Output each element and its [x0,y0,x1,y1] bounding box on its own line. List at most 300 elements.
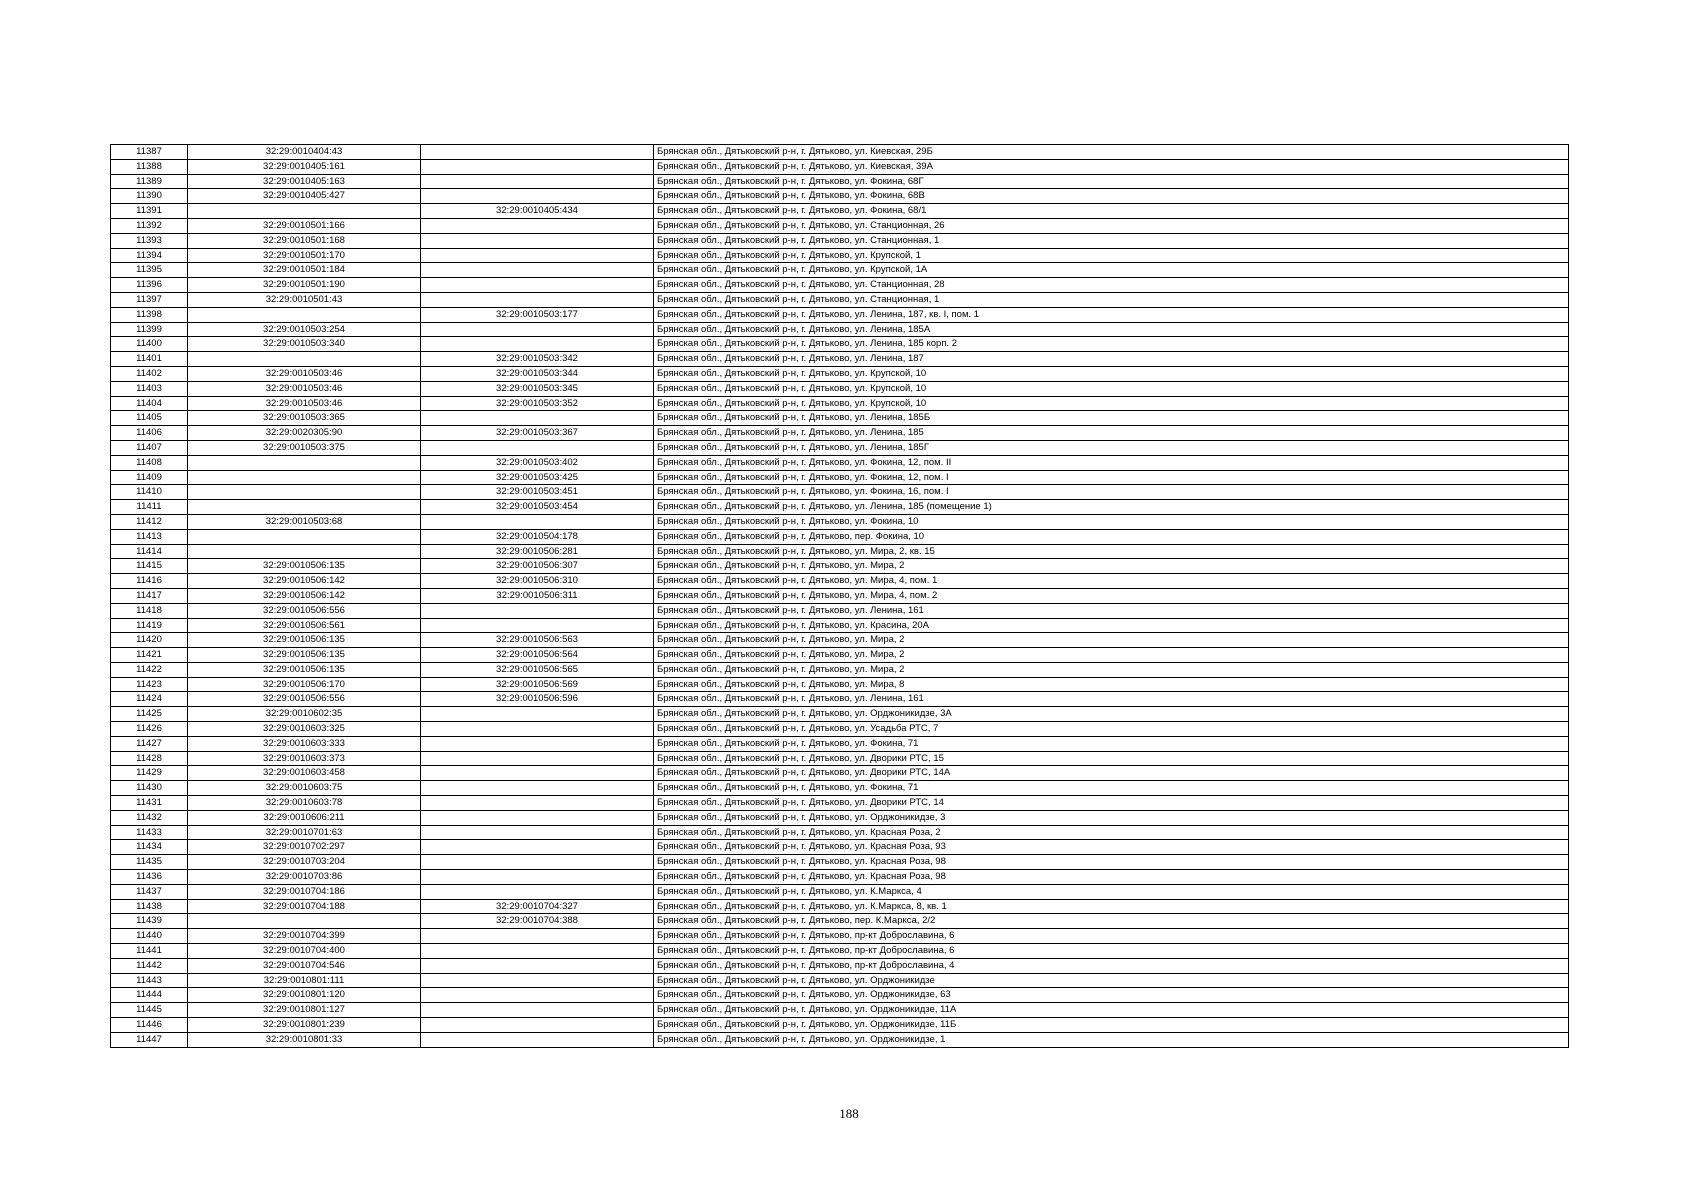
address-cell: Брянская обл., Дятьковский р-н, г. Дятьково, ул. Орджоникидзе, 63 [654,988,1569,1003]
land-cadastral-number-cell: 32:29:0010506:556 [188,692,421,707]
address-cell: Брянская обл., Дятьковский р-н, г. Дятьково, ул. Ленина, 161 [654,692,1569,707]
land-cadastral-number-cell: 32:29:0010703:204 [188,855,421,870]
land-cadastral-number-cell: 32:29:0010603:458 [188,766,421,781]
building-cadastral-number-cell [421,796,654,811]
address-cell: Брянская обл., Дятьковский р-н, г. Дятьково, ул. Дворики РТС, 14 [654,796,1569,811]
row-number-cell: 11443 [111,973,188,988]
row-number-cell: 11415 [111,559,188,574]
table-row [111,352,1569,367]
building-cadastral-number-cell [421,322,654,337]
registry-table-body [111,145,1569,1048]
address-cell: Брянская обл., Дятьковский р-н, г. Дятьково, ул. Мира, 2 [654,633,1569,648]
building-cadastral-number-cell [421,722,654,737]
row-number-cell: 11438 [111,899,188,914]
address-cell: Брянская обл., Дятьковский р-н, г. Дятьково, ул. Киевская, 39А [654,159,1569,174]
row-number-cell: 11422 [111,662,188,677]
row-number-cell: 11400 [111,337,188,352]
row-number-cell: 11435 [111,855,188,870]
table-row [111,914,1569,929]
address-cell: Брянская обл., Дятьковский р-н, г. Дятьково, ул. Мира, 2 [654,648,1569,663]
land-cadastral-number-cell: 32:29:0010503:254 [188,322,421,337]
row-number-cell: 11394 [111,248,188,263]
land-cadastral-number-cell: 32:29:0010603:373 [188,751,421,766]
building-cadastral-number-cell [421,189,654,204]
address-cell: Брянская обл., Дятьковский р-н, г. Дятьково, ул. Мира, 4, пом. 1 [654,574,1569,589]
row-number-cell: 11437 [111,884,188,899]
row-number-cell: 11432 [111,810,188,825]
table-row [111,677,1569,692]
address-cell: Брянская обл., Дятьковский р-н, г. Дятьково, ул. Станционная, 1 [654,292,1569,307]
land-cadastral-number-cell [188,544,421,559]
address-cell: Брянская обл., Дятьковский р-н, г. Дятьково, ул. Фокина, 68Г [654,174,1569,189]
land-cadastral-number-cell [188,352,421,367]
table-row [111,218,1569,233]
building-cadastral-number-cell [421,618,654,633]
address-cell: Брянская обл., Дятьковский р-н, г. Дятьково, ул. Ленина, 185 [654,426,1569,441]
building-cadastral-number-cell: 32:29:0010503:367 [421,426,654,441]
building-cadastral-number-cell [421,514,654,529]
building-cadastral-number-cell: 32:29:0010503:451 [421,485,654,500]
building-cadastral-number-cell [421,736,654,751]
table-row [111,559,1569,574]
building-cadastral-number-cell: 32:29:0010506:281 [421,544,654,559]
land-cadastral-number-cell: 32:29:0010704:546 [188,958,421,973]
row-number-cell: 11440 [111,929,188,944]
row-number-cell: 11417 [111,588,188,603]
building-cadastral-number-cell [421,884,654,899]
address-cell: Брянская обл., Дятьковский р-н, г. Дятьково, ул. Красная Роза, 93 [654,840,1569,855]
address-cell: Брянская обл., Дятьковский р-н, г. Дятьково, ул. Красина, 20А [654,618,1569,633]
row-number-cell: 11421 [111,648,188,663]
row-number-cell: 11395 [111,263,188,278]
building-cadastral-number-cell: 32:29:0010506:307 [421,559,654,574]
row-number-cell: 11416 [111,574,188,589]
address-cell: Брянская обл., Дятьковский р-н, г. Дятьково, ул. Ленина, 185Г [654,440,1569,455]
land-cadastral-number-cell: 32:29:0010506:135 [188,559,421,574]
address-cell: Брянская обл., Дятьковский р-н, г. Дятьково, ул. Фокина, 71 [654,781,1569,796]
building-cadastral-number-cell [421,603,654,618]
building-cadastral-number-cell: 32:29:0010504:178 [421,529,654,544]
address-cell: Брянская обл., Дятьковский р-н, г. Дятьково, ул. Ленина, 185А [654,322,1569,337]
table-row [111,248,1569,263]
table-row [111,426,1569,441]
building-cadastral-number-cell [421,145,654,160]
building-cadastral-number-cell: 32:29:0010506:563 [421,633,654,648]
table-row [111,1003,1569,1018]
building-cadastral-number-cell [421,1032,654,1047]
row-number-cell: 11405 [111,411,188,426]
building-cadastral-number-cell [421,766,654,781]
building-cadastral-number-cell [421,1003,654,1018]
row-number-cell: 11399 [111,322,188,337]
land-cadastral-number-cell: 32:29:0010503:68 [188,514,421,529]
row-number-cell: 11412 [111,514,188,529]
table-row [111,973,1569,988]
address-cell: Брянская обл., Дятьковский р-н, г. Дятьково, ул. Мира, 2 [654,559,1569,574]
table-row [111,781,1569,796]
building-cadastral-number-cell [421,218,654,233]
row-number-cell: 11439 [111,914,188,929]
building-cadastral-number-cell [421,1018,654,1033]
building-cadastral-number-cell [421,781,654,796]
land-cadastral-number-cell: 32:29:0010503:375 [188,440,421,455]
building-cadastral-number-cell: 32:29:0010704:388 [421,914,654,929]
address-cell: Брянская обл., Дятьковский р-н, г. Дятьково, ул. Ленина, 161 [654,603,1569,618]
row-number-cell: 11427 [111,736,188,751]
row-number-cell: 11433 [111,825,188,840]
address-cell: Брянская обл., Дятьковский р-н, г. Дятьково, ул. К.Маркса, 8, кв. 1 [654,899,1569,914]
row-number-cell: 11431 [111,796,188,811]
table-row [111,944,1569,959]
row-number-cell: 11407 [111,440,188,455]
building-cadastral-number-cell [421,825,654,840]
land-cadastral-number-cell: 32:29:0010704:186 [188,884,421,899]
row-number-cell: 11429 [111,766,188,781]
table-row [111,855,1569,870]
row-number-cell: 11434 [111,840,188,855]
table-row [111,485,1569,500]
table-row [111,633,1569,648]
building-cadastral-number-cell [421,707,654,722]
row-number-cell: 11428 [111,751,188,766]
building-cadastral-number-cell [421,440,654,455]
row-number-cell: 11420 [111,633,188,648]
table-row [111,884,1569,899]
row-number-cell: 11392 [111,218,188,233]
land-cadastral-number-cell: 32:29:0010801:120 [188,988,421,1003]
land-cadastral-number-cell: 32:29:0010503:365 [188,411,421,426]
registry-table [110,144,1569,1048]
address-cell: Брянская обл., Дятьковский р-н, г. Дятьково, ул. Станционная, 26 [654,218,1569,233]
table-row [111,544,1569,559]
address-cell: Брянская обл., Дятьковский р-н, г. Дятьково, пер. К.Маркса, 2/2 [654,914,1569,929]
address-cell: Брянская обл., Дятьковский р-н, г. Дятьково, пр-кт Доброславина, 6 [654,944,1569,959]
address-cell: Брянская обл., Дятьковский р-н, г. Дятьково, ул. Станционная, 28 [654,278,1569,293]
table-row [111,514,1569,529]
address-cell: Брянская обл., Дятьковский р-н, г. Дятьково, ул. Крупской, 10 [654,396,1569,411]
land-cadastral-number-cell: 32:29:0010501:190 [188,278,421,293]
building-cadastral-number-cell: 32:29:0010506:596 [421,692,654,707]
building-cadastral-number-cell [421,411,654,426]
address-cell: Брянская обл., Дятьковский р-н, г. Дятьково, ул. Мира, 8 [654,677,1569,692]
table-row [111,618,1569,633]
row-number-cell: 11419 [111,618,188,633]
land-cadastral-number-cell: 32:29:0010506:135 [188,633,421,648]
table-row [111,204,1569,219]
table-row [111,929,1569,944]
building-cadastral-number-cell [421,840,654,855]
land-cadastral-number-cell [188,485,421,500]
building-cadastral-number-cell [421,159,654,174]
table-row [111,662,1569,677]
row-number-cell: 11388 [111,159,188,174]
building-cadastral-number-cell [421,248,654,263]
row-number-cell: 11393 [111,233,188,248]
address-cell: Брянская обл., Дятьковский р-н, г. Дятьково, ул. Дворики РТС, 15 [654,751,1569,766]
page-number: 188 [839,1106,859,1121]
address-cell: Брянская обл., Дятьковский р-н, г. Дятьково, ул. Ленина, 185 (помещение 1) [654,500,1569,515]
building-cadastral-number-cell [421,958,654,973]
table-row [111,899,1569,914]
building-cadastral-number-cell [421,263,654,278]
table-row [111,796,1569,811]
address-cell: Брянская обл., Дятьковский р-н, г. Дятьково, ул. Ленина, 185 корп. 2 [654,337,1569,352]
address-cell: Брянская обл., Дятьковский р-н, г. Дятьково, ул. Орджоникидзе, 11А [654,1003,1569,1018]
address-cell: Брянская обл., Дятьковский р-н, г. Дятьково, ул. Мира, 4, пом. 2 [654,588,1569,603]
building-cadastral-number-cell [421,944,654,959]
table-row [111,1032,1569,1047]
land-cadastral-number-cell: 32:29:0010704:188 [188,899,421,914]
land-cadastral-number-cell: 32:29:0010501:166 [188,218,421,233]
land-cadastral-number-cell [188,500,421,515]
land-cadastral-number-cell: 32:29:0010606:211 [188,810,421,825]
land-cadastral-number-cell [188,307,421,322]
row-number-cell: 11401 [111,352,188,367]
row-number-cell: 11444 [111,988,188,1003]
row-number-cell: 11442 [111,958,188,973]
row-number-cell: 11389 [111,174,188,189]
land-cadastral-number-cell: 32:29:0010501:168 [188,233,421,248]
table-row [111,603,1569,618]
land-cadastral-number-cell: 32:29:0010501:184 [188,263,421,278]
table-row [111,322,1569,337]
table-row [111,840,1569,855]
land-cadastral-number-cell [188,914,421,929]
address-cell: Брянская обл., Дятьковский р-н, г. Дятьково, ул. Орджоникидзе, 11Б [654,1018,1569,1033]
row-number-cell: 11396 [111,278,188,293]
table-row [111,751,1569,766]
table-row [111,366,1569,381]
building-cadastral-number-cell: 32:29:0010506:564 [421,648,654,663]
row-number-cell: 11424 [111,692,188,707]
table-row [111,292,1569,307]
table-row [111,440,1569,455]
address-cell: Брянская обл., Дятьковский р-н, г. Дятьково, ул. Фокина, 12, пом. II [654,455,1569,470]
land-cadastral-number-cell: 32:29:0010506:170 [188,677,421,692]
row-number-cell: 11430 [111,781,188,796]
table-row [111,174,1569,189]
building-cadastral-number-cell [421,973,654,988]
address-cell: Брянская обл., Дятьковский р-н, г. Дятьково, ул. Мира, 2 [654,662,1569,677]
address-cell: Брянская обл., Дятьковский р-н, г. Дятьково, ул. Ленина, 187 [654,352,1569,367]
table-row [111,411,1569,426]
table-row [111,529,1569,544]
table-row [111,766,1569,781]
land-cadastral-number-cell: 32:29:0010801:33 [188,1032,421,1047]
address-cell: Брянская обл., Дятьковский р-н, г. Дятьково, ул. Красная Роза, 98 [654,855,1569,870]
row-number-cell: 11402 [111,366,188,381]
land-cadastral-number-cell: 32:29:0010801:127 [188,1003,421,1018]
building-cadastral-number-cell: 32:29:0010405:434 [421,204,654,219]
land-cadastral-number-cell: 32:29:0010702:297 [188,840,421,855]
row-number-cell: 11406 [111,426,188,441]
building-cadastral-number-cell: 32:29:0010503:402 [421,455,654,470]
building-cadastral-number-cell [421,337,654,352]
table-row [111,648,1569,663]
address-cell: Брянская обл., Дятьковский р-н, г. Дятьково, ул. Орджоникидзе, 3А [654,707,1569,722]
table-row [111,1018,1569,1033]
building-cadastral-number-cell [421,751,654,766]
row-number-cell: 11398 [111,307,188,322]
address-cell: Брянская обл., Дятьковский р-н, г. Дятьково, ул. Мира, 2, кв. 15 [654,544,1569,559]
building-cadastral-number-cell: 32:29:0010506:569 [421,677,654,692]
address-cell: Брянская обл., Дятьковский р-н, г. Дятьково, ул. Фокина, 71 [654,736,1569,751]
row-number-cell: 11409 [111,470,188,485]
land-cadastral-number-cell: 32:29:0010704:399 [188,929,421,944]
address-cell: Брянская обл., Дятьковский р-н, г. Дятьково, ул. Ленина, 185Б [654,411,1569,426]
table-row [111,470,1569,485]
land-cadastral-number-cell: 32:29:0010603:78 [188,796,421,811]
address-cell: Брянская обл., Дятьковский р-н, г. Дятьково, ул. Киевская, 29Б [654,145,1569,160]
land-cadastral-number-cell: 32:29:0010503:46 [188,381,421,396]
building-cadastral-number-cell [421,810,654,825]
table-row [111,145,1569,160]
building-cadastral-number-cell: 32:29:0010506:310 [421,574,654,589]
row-number-cell: 11404 [111,396,188,411]
row-number-cell: 11410 [111,485,188,500]
row-number-cell: 11387 [111,145,188,160]
row-number-cell: 11390 [111,189,188,204]
building-cadastral-number-cell: 32:29:0010506:311 [421,588,654,603]
table-row [111,396,1569,411]
table-row [111,455,1569,470]
table-row [111,988,1569,1003]
building-cadastral-number-cell [421,292,654,307]
address-cell: Брянская обл., Дятьковский р-н, г. Дятьково, ул. Ленина, 187, кв. I, пом. 1 [654,307,1569,322]
building-cadastral-number-cell: 32:29:0010503:177 [421,307,654,322]
table-row [111,159,1569,174]
land-cadastral-number-cell: 32:29:0010405:427 [188,189,421,204]
land-cadastral-number-cell: 32:29:0010506:142 [188,588,421,603]
address-cell: Брянская обл., Дятьковский р-н, г. Дятьково, ул. Красная Роза, 2 [654,825,1569,840]
land-cadastral-number-cell: 32:29:0010506:135 [188,662,421,677]
table-row [111,307,1569,322]
land-cadastral-number-cell: 32:29:0010603:325 [188,722,421,737]
address-cell: Брянская обл., Дятьковский р-н, г. Дятьково, пер. Фокина, 10 [654,529,1569,544]
row-number-cell: 11391 [111,204,188,219]
building-cadastral-number-cell [421,929,654,944]
building-cadastral-number-cell [421,174,654,189]
address-cell: Брянская обл., Дятьковский р-н, г. Дятьково, пр-кт Доброславина, 4 [654,958,1569,973]
building-cadastral-number-cell: 32:29:0010503:425 [421,470,654,485]
land-cadastral-number-cell: 32:29:0010506:142 [188,574,421,589]
table-row [111,263,1569,278]
row-number-cell: 11408 [111,455,188,470]
land-cadastral-number-cell: 32:29:0010603:75 [188,781,421,796]
land-cadastral-number-cell: 32:29:0020305:90 [188,426,421,441]
table-row [111,736,1569,751]
row-number-cell: 11403 [111,381,188,396]
row-number-cell: 11397 [111,292,188,307]
table-row [111,500,1569,515]
address-cell: Брянская обл., Дятьковский р-н, г. Дятьково, ул. Крупской, 1 [654,248,1569,263]
land-cadastral-number-cell: 32:29:0010501:43 [188,292,421,307]
building-cadastral-number-cell [421,855,654,870]
building-cadastral-number-cell: 32:29:0010503:345 [421,381,654,396]
land-cadastral-number-cell: 32:29:0010506:561 [188,618,421,633]
address-cell: Брянская обл., Дятьковский р-н, г. Дятьково, ул. Красная Роза, 98 [654,870,1569,885]
address-cell: Брянская обл., Дятьковский р-н, г. Дятьково, ул. Крупской, 10 [654,366,1569,381]
address-cell: Брянская обл., Дятьковский р-н, г. Дятьково, ул. Орджоникидзе [654,973,1569,988]
table-row [111,588,1569,603]
table-row [111,707,1569,722]
building-cadastral-number-cell: 32:29:0010503:352 [421,396,654,411]
land-cadastral-number-cell: 32:29:0010801:111 [188,973,421,988]
table-row [111,337,1569,352]
row-number-cell: 11413 [111,529,188,544]
building-cadastral-number-cell: 32:29:0010506:565 [421,662,654,677]
building-cadastral-number-cell: 32:29:0010503:344 [421,366,654,381]
table-row [111,381,1569,396]
table-row [111,233,1569,248]
table-row [111,825,1569,840]
land-cadastral-number-cell: 32:29:0010602:35 [188,707,421,722]
address-cell: Брянская обл., Дятьковский р-н, г. Дятьково, ул. Дворики РТС, 14А [654,766,1569,781]
table-row [111,958,1569,973]
land-cadastral-number-cell: 32:29:0010503:46 [188,366,421,381]
address-cell: Брянская обл., Дятьковский р-н, г. Дятьково, ул. Орджоникидзе, 1 [654,1032,1569,1047]
land-cadastral-number-cell: 32:29:0010506:135 [188,648,421,663]
land-cadastral-number-cell [188,204,421,219]
row-number-cell: 11411 [111,500,188,515]
row-number-cell: 11447 [111,1032,188,1047]
land-cadastral-number-cell [188,529,421,544]
building-cadastral-number-cell: 32:29:0010503:454 [421,500,654,515]
building-cadastral-number-cell [421,233,654,248]
table-row [111,692,1569,707]
land-cadastral-number-cell: 32:29:0010405:163 [188,174,421,189]
land-cadastral-number-cell: 32:29:0010603:333 [188,736,421,751]
table-row [111,810,1569,825]
address-cell: Брянская обл., Дятьковский р-н, г. Дятьково, пр-кт Доброславина, 6 [654,929,1569,944]
address-cell: Брянская обл., Дятьковский р-н, г. Дятьково, ул. Крупской, 10 [654,381,1569,396]
building-cadastral-number-cell: 32:29:0010704:327 [421,899,654,914]
land-cadastral-number-cell [188,455,421,470]
address-cell: Брянская обл., Дятьковский р-н, г. Дятьково, ул. К.Маркса, 4 [654,884,1569,899]
land-cadastral-number-cell: 32:29:0010801:239 [188,1018,421,1033]
building-cadastral-number-cell: 32:29:0010503:342 [421,352,654,367]
address-cell: Брянская обл., Дятьковский р-н, г. Дятьково, ул. Усадьба РТС, 7 [654,722,1569,737]
row-number-cell: 11418 [111,603,188,618]
address-cell: Брянская обл., Дятьковский р-н, г. Дятьково, ул. Фокина, 10 [654,514,1569,529]
table-row [111,722,1569,737]
table-row [111,574,1569,589]
building-cadastral-number-cell [421,870,654,885]
land-cadastral-number-cell: 32:29:0010503:340 [188,337,421,352]
row-number-cell: 11423 [111,677,188,692]
land-cadastral-number-cell: 32:29:0010701:63 [188,825,421,840]
building-cadastral-number-cell [421,988,654,1003]
land-cadastral-number-cell: 32:29:0010703:86 [188,870,421,885]
land-cadastral-number-cell: 32:29:0010501:170 [188,248,421,263]
address-cell: Брянская обл., Дятьковский р-н, г. Дятьково, ул. Фокина, 16, пом. I [654,485,1569,500]
land-cadastral-number-cell: 32:29:0010503:46 [188,396,421,411]
table-row [111,278,1569,293]
land-cadastral-number-cell: 32:29:0010506:556 [188,603,421,618]
address-cell: Брянская обл., Дятьковский р-н, г. Дятьково, ул. Фокина, 12, пом. I [654,470,1569,485]
row-number-cell: 11426 [111,722,188,737]
table-row [111,870,1569,885]
row-number-cell: 11414 [111,544,188,559]
row-number-cell: 11441 [111,944,188,959]
row-number-cell: 11425 [111,707,188,722]
row-number-cell: 11436 [111,870,188,885]
address-cell: Брянская обл., Дятьковский р-н, г. Дятьково, ул. Фокина, 68В [654,189,1569,204]
address-cell: Брянская обл., Дятьковский р-н, г. Дятьково, ул. Орджоникидзе, 3 [654,810,1569,825]
address-cell: Брянская обл., Дятьковский р-н, г. Дятьково, ул. Фокина, 68/1 [654,204,1569,219]
land-cadastral-number-cell: 32:29:0010704:400 [188,944,421,959]
building-cadastral-number-cell [421,278,654,293]
